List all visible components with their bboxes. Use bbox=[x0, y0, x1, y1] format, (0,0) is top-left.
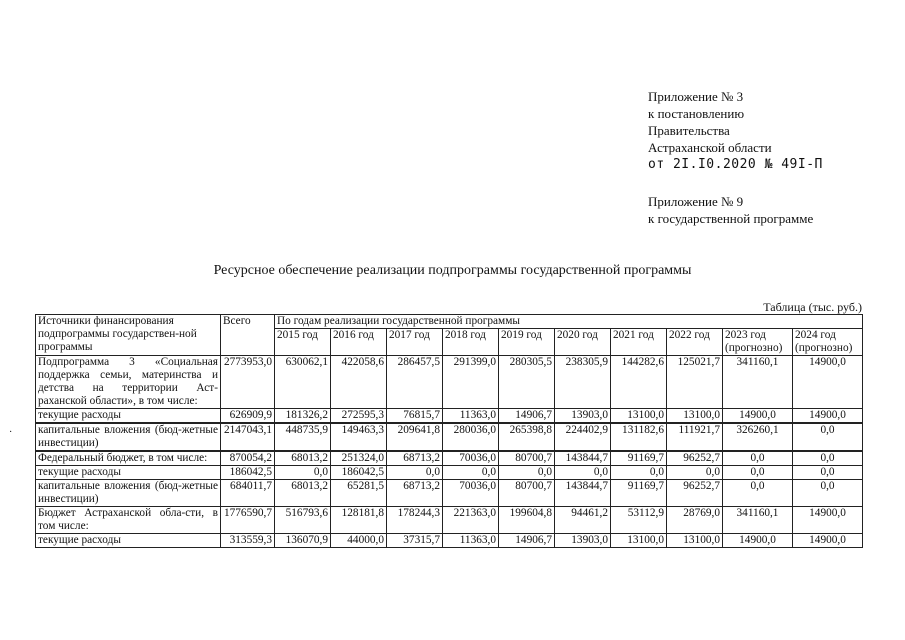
cell-year-value: 144282,6 bbox=[611, 356, 667, 409]
cell-year-value: 0,0 bbox=[611, 466, 667, 480]
header-year: 2016 год bbox=[331, 329, 387, 356]
cell-year-value: 111921,7 bbox=[667, 423, 723, 451]
row-label: капитальные вложения (бюд-жетные инвестиции) bbox=[36, 423, 221, 451]
table-row bbox=[36, 480, 863, 507]
cell-total: 1776590,7 bbox=[221, 507, 275, 534]
cell-year-value: 0,0 bbox=[443, 466, 499, 480]
header-total: Всего bbox=[221, 315, 275, 356]
header-year: 2020 год bbox=[555, 329, 611, 356]
cell-year-value: 131182,6 bbox=[611, 423, 667, 451]
table-row bbox=[36, 534, 863, 548]
cell-year-value: 14900,0 bbox=[723, 409, 793, 424]
cell-year-value: 238305,9 bbox=[555, 356, 611, 409]
header-year: 2021 год bbox=[611, 329, 667, 356]
cell-total: 313559,3 bbox=[221, 534, 275, 548]
cell-year-value: 28769,0 bbox=[667, 507, 723, 534]
cell-year-value: 70036,0 bbox=[443, 480, 499, 507]
cell-year-value: 341160,1 bbox=[723, 356, 793, 409]
cell-year-value: 91169,7 bbox=[611, 480, 667, 507]
cell-total: 2147043,1 bbox=[221, 423, 275, 451]
cell-year-value: 181326,2 bbox=[275, 409, 331, 424]
cell-year-value: 14906,7 bbox=[499, 409, 555, 424]
cell-year-value: 209641,8 bbox=[387, 423, 443, 451]
header-year: 2024 год (прогнозно) bbox=[793, 329, 863, 356]
cell-year-value: 125021,7 bbox=[667, 356, 723, 409]
cell-year-value: 272595,3 bbox=[331, 409, 387, 424]
cell-year-value: 14906,7 bbox=[499, 534, 555, 548]
cell-year-value: 286457,5 bbox=[387, 356, 443, 409]
cell-year-value: 0,0 bbox=[723, 466, 793, 480]
cell-year-value: 199604,8 bbox=[499, 507, 555, 534]
cell-year-value: 149463,3 bbox=[331, 423, 387, 451]
cell-year-value: 422058,6 bbox=[331, 356, 387, 409]
cell-year-value: 13903,0 bbox=[555, 534, 611, 548]
table-row bbox=[36, 466, 863, 480]
cell-year-value: 280036,0 bbox=[443, 423, 499, 451]
header-source: Источники финансирования подпрограммы государствен-ной программы bbox=[36, 315, 221, 356]
cell-year-value: 68713,2 bbox=[387, 451, 443, 466]
appendix-line: к постановлению bbox=[648, 106, 745, 121]
cell-year-value: 70036,0 bbox=[443, 451, 499, 466]
cell-year-value: 13100,0 bbox=[611, 534, 667, 548]
cell-year-value: 136070,9 bbox=[275, 534, 331, 548]
cell-year-value: 265398,8 bbox=[499, 423, 555, 451]
cell-year-value: 96252,7 bbox=[667, 451, 723, 466]
cell-year-value: 37315,7 bbox=[387, 534, 443, 548]
cell-year-value: 186042,5 bbox=[331, 466, 387, 480]
appendix-line: Астраханской области bbox=[648, 140, 772, 155]
cell-year-value: 91169,7 bbox=[611, 451, 667, 466]
cell-year-value: 14900,0 bbox=[793, 356, 863, 409]
cell-total: 2773953,0 bbox=[221, 356, 275, 409]
table-body bbox=[36, 356, 863, 548]
resolution-date-number: от 2I.I0.2020 № 49I-П bbox=[648, 157, 823, 172]
appendix-3-block bbox=[648, 88, 823, 173]
cell-year-value: 13100,0 bbox=[611, 409, 667, 424]
cell-year-value: 0,0 bbox=[793, 480, 863, 507]
cell-year-value: 143844,7 bbox=[555, 480, 611, 507]
header-year: 2019 год bbox=[499, 329, 555, 356]
cell-year-value: 630062,1 bbox=[275, 356, 331, 409]
document-title: Ресурсное обеспечение реализации подпрограммы государственной программы bbox=[213, 263, 692, 278]
appendix-line: Правительства bbox=[648, 123, 730, 138]
cell-year-value: 516793,6 bbox=[275, 507, 331, 534]
header-year: 2015 год bbox=[275, 329, 331, 356]
cell-year-value: 13903,0 bbox=[555, 409, 611, 424]
cell-year-value: 0,0 bbox=[793, 451, 863, 466]
cell-year-value: 65281,5 bbox=[331, 480, 387, 507]
row-label: текущие расходы bbox=[36, 466, 221, 480]
table-row bbox=[36, 451, 863, 466]
cell-year-value: 13100,0 bbox=[667, 409, 723, 424]
cell-year-value: 0,0 bbox=[555, 466, 611, 480]
row-label: Бюджет Астраханской обла-сти, в том числе: bbox=[36, 507, 221, 534]
resource-table bbox=[35, 314, 863, 548]
cell-year-value: 53112,9 bbox=[611, 507, 667, 534]
table-row bbox=[36, 409, 863, 424]
cell-total: 870054,2 bbox=[221, 451, 275, 466]
header-year: 2018 год bbox=[443, 329, 499, 356]
row-label: Подпрограмма 3 «Социальная поддержка семьи, материнства и детства на территории Аст-раханской области», в том числе: bbox=[36, 356, 221, 409]
header-year: 2023 год (прогнозно) bbox=[723, 329, 793, 356]
row-label: капитальные вложения (бюд-жетные инвестиции) bbox=[36, 480, 221, 507]
cell-year-value: 68713,2 bbox=[387, 480, 443, 507]
table-row bbox=[36, 507, 863, 534]
cell-year-value: 224402,9 bbox=[555, 423, 611, 451]
cell-year-value: 0,0 bbox=[499, 466, 555, 480]
cell-year-value: 80700,7 bbox=[499, 451, 555, 466]
row-label: Федеральный бюджет, в том числе: bbox=[36, 451, 221, 466]
cell-year-value: 68013,2 bbox=[275, 451, 331, 466]
header-year: 2022 год bbox=[667, 329, 723, 356]
cell-year-value: 14900,0 bbox=[793, 534, 863, 548]
cell-year-value: 143844,7 bbox=[555, 451, 611, 466]
cell-year-value: 178244,3 bbox=[387, 507, 443, 534]
cell-year-value: 76815,7 bbox=[387, 409, 443, 424]
cell-year-value: 341160,1 bbox=[723, 507, 793, 534]
cell-year-value: 68013,2 bbox=[275, 480, 331, 507]
appendix-9-block bbox=[648, 193, 813, 227]
header-years-group: По годам реализации государственной программы bbox=[275, 315, 863, 329]
table-caption: Таблица (тыс. руб.) bbox=[763, 300, 862, 314]
table-row bbox=[36, 423, 863, 451]
row-label: текущие расходы bbox=[36, 534, 221, 548]
cell-year-value: 0,0 bbox=[723, 480, 793, 507]
cell-total: 626909,9 bbox=[221, 409, 275, 424]
cell-year-value: 0,0 bbox=[387, 466, 443, 480]
cell-year-value: 291399,0 bbox=[443, 356, 499, 409]
cell-year-value: 96252,7 bbox=[667, 480, 723, 507]
cell-year-value: 280305,5 bbox=[499, 356, 555, 409]
table-row bbox=[36, 356, 863, 409]
cell-year-value: 0,0 bbox=[793, 466, 863, 480]
appendix-line: Приложение № 9 bbox=[648, 194, 744, 209]
row-label: текущие расходы bbox=[36, 409, 221, 424]
cell-year-value: 0,0 bbox=[275, 466, 331, 480]
cell-year-value: 128181,8 bbox=[331, 507, 387, 534]
cell-year-value: 94461,2 bbox=[555, 507, 611, 534]
cell-year-value: 44000,0 bbox=[331, 534, 387, 548]
cell-year-value: 448735,9 bbox=[275, 423, 331, 451]
cell-year-value: 11363,0 bbox=[443, 534, 499, 548]
cell-total: 684011,7 bbox=[221, 480, 275, 507]
margin-dot: · bbox=[9, 427, 13, 438]
appendix-line: к государственной программе bbox=[648, 211, 814, 226]
appendix-line: Приложение № 3 bbox=[648, 89, 744, 104]
cell-year-value: 0,0 bbox=[667, 466, 723, 480]
cell-year-value: 14900,0 bbox=[793, 409, 863, 424]
cell-year-value: 13100,0 bbox=[667, 534, 723, 548]
cell-year-value: 221363,0 bbox=[443, 507, 499, 534]
cell-year-value: 11363,0 bbox=[443, 409, 499, 424]
header-year: 2017 год bbox=[387, 329, 443, 356]
cell-year-value: 0,0 bbox=[793, 423, 863, 451]
cell-year-value: 326260,1 bbox=[723, 423, 793, 451]
cell-total: 186042,5 bbox=[221, 466, 275, 480]
cell-year-value: 14900,0 bbox=[793, 507, 863, 534]
cell-year-value: 0,0 bbox=[723, 451, 793, 466]
cell-year-value: 14900,0 bbox=[723, 534, 793, 548]
cell-year-value: 251324,0 bbox=[331, 451, 387, 466]
cell-year-value: 80700,7 bbox=[499, 480, 555, 507]
